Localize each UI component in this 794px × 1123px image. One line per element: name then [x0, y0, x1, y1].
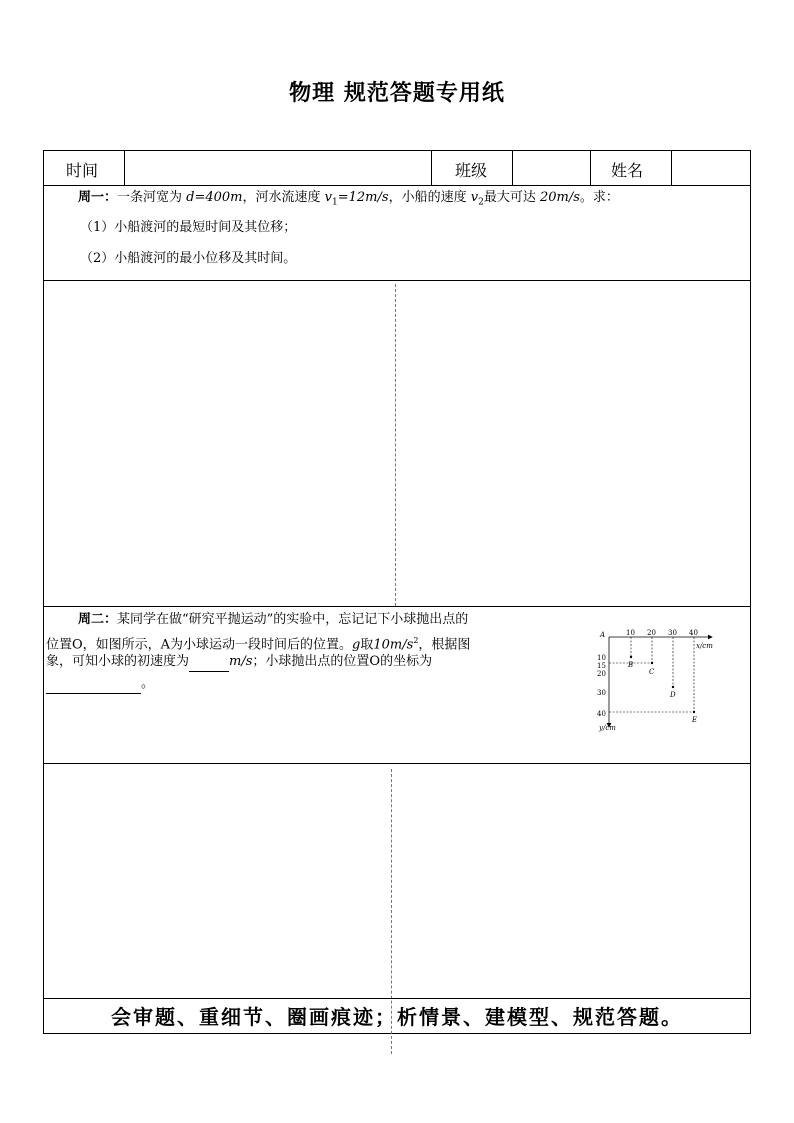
- y-tick-30: 30: [597, 689, 606, 697]
- unit-text: m/s: [229, 654, 253, 669]
- week1-label: 周一：: [78, 190, 118, 205]
- v1-subscript: 1: [332, 197, 338, 208]
- problem-text: 一条河宽为: [117, 190, 187, 205]
- guide-c: [609, 637, 652, 663]
- x-axis-label: x/cm: [696, 642, 713, 650]
- dashed-divider: [395, 284, 396, 606]
- x-tick-30: 30: [668, 629, 677, 637]
- point-d: [672, 686, 674, 688]
- v2-subscript: 2: [478, 197, 484, 208]
- page-title: 物理 规范答题专用纸: [289, 81, 505, 106]
- river-width: d=400m: [186, 190, 243, 205]
- v1-value: =12m/s: [337, 190, 389, 205]
- week2-line-1: [78, 609, 598, 630]
- projectile-figure: [596, 627, 726, 733]
- point-c: [651, 662, 653, 664]
- y-tick-10: 10: [597, 654, 606, 662]
- point-label-e: E: [692, 716, 698, 724]
- week1-item-1: （1）小船渡河的最短时间及其位移；: [80, 220, 297, 235]
- problem-text: 取: [360, 637, 374, 653]
- name-field[interactable]: [672, 151, 750, 185]
- row-divider: [44, 998, 750, 999]
- class-field[interactable]: [513, 151, 589, 185]
- time-label: 时间: [66, 161, 99, 180]
- point-e: [693, 711, 695, 713]
- footer-motto: 会审题、重细节、圈画痕迹；析情景、建模型、规范答题。: [111, 1005, 683, 1029]
- v2-symbol: v: [470, 190, 479, 205]
- g-exponent: 2: [413, 636, 419, 645]
- week2-answer-right[interactable]: [394, 764, 750, 997]
- problem-text: ，小船的速度: [388, 190, 471, 205]
- time-field[interactable]: [125, 151, 430, 185]
- problem-text: ，根据图: [418, 637, 471, 653]
- x-tick-10: 10: [626, 629, 635, 637]
- point-b: [630, 656, 632, 658]
- week2-line-3: [46, 651, 606, 672]
- week2-line-4: [46, 673, 154, 694]
- divider: [431, 151, 432, 186]
- week1-answer-right[interactable]: [397, 281, 750, 606]
- problem-text: 最大可达: [483, 190, 540, 205]
- problem-text: 。求：: [579, 190, 619, 205]
- y-tick-15: 15: [597, 662, 606, 670]
- divider: [590, 151, 591, 186]
- origin-label: A: [600, 631, 606, 639]
- answer-sheet: [43, 150, 751, 1034]
- class-label: 班级: [455, 161, 488, 180]
- x-tick-40: 40: [689, 629, 698, 637]
- week1-item-2: （2）小船渡河的最小位移及其时间。: [80, 251, 297, 266]
- problem-text: 象，可知小球的初速度为: [46, 654, 190, 669]
- row-divider: [44, 606, 750, 607]
- v1-symbol: v: [324, 190, 333, 205]
- x-tick-20: 20: [647, 629, 656, 637]
- initial-velocity-blank[interactable]: [189, 657, 229, 672]
- name-label: 姓名: [611, 161, 644, 180]
- week1-problem: [78, 187, 738, 214]
- v2-value: 20m/s: [539, 190, 580, 205]
- y-tick-40: 40: [597, 710, 606, 718]
- problem-text: ，河水流速度: [242, 190, 325, 205]
- origin-coordinate-blank[interactable]: [46, 679, 141, 694]
- week1-answer-left[interactable]: [44, 281, 393, 606]
- problem-text: 位置O，如图所示，A为小球运动一段时间后的位置。: [46, 637, 353, 653]
- point-label-b: B: [628, 661, 634, 669]
- y-tick-20: 20: [597, 670, 606, 678]
- g-symbol: g: [352, 637, 361, 653]
- row-divider: [44, 185, 750, 186]
- g-value: 10m/s: [373, 637, 414, 653]
- week2-label: 周二：: [78, 612, 118, 627]
- week2-answer-left[interactable]: [44, 764, 389, 997]
- point-label-c: C: [649, 668, 655, 676]
- problem-text: 某同学在做“研究平抛运动”的实验中，忘记记下小球抛出点的: [117, 612, 469, 627]
- y-axis-label: y/cm: [599, 724, 616, 732]
- problem-text: 。: [141, 676, 155, 691]
- point-label-d: D: [670, 691, 676, 699]
- problem-text: ；小球抛出点的位置O的坐标为: [252, 654, 433, 669]
